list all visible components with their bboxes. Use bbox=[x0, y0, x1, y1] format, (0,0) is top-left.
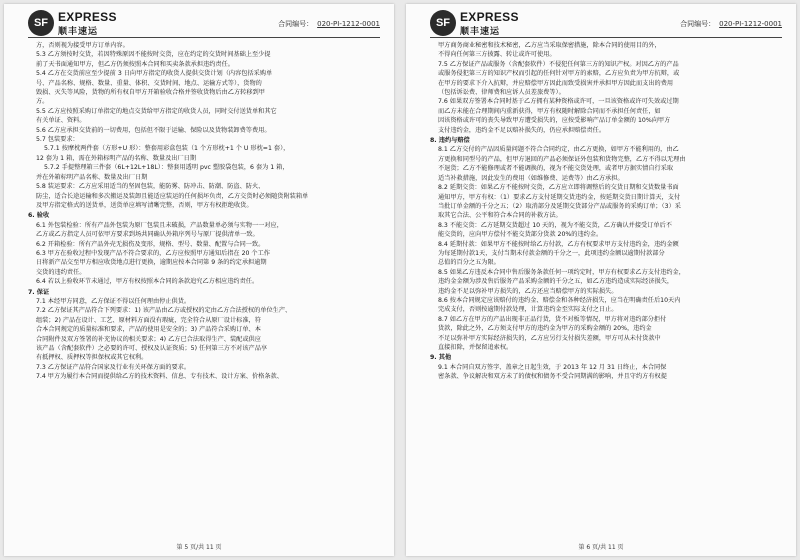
contract-value: 020-PI-1212-0001 bbox=[719, 20, 782, 28]
text-line: 7. 保证 bbox=[28, 288, 50, 296]
text-line: 7.6 如果双方签署本合同时基于乙方拥有某种资格或许可，一旦该资格或许可失效或过期 bbox=[438, 98, 679, 106]
logo-chinese: 顺丰速运 bbox=[460, 27, 501, 37]
logo-english: EXPRESS bbox=[460, 10, 519, 24]
text-line: 7.2 乙方保证其产品符合下列要求：1) 该产品由乙方或授权的定由乙方合法授权的单位生产、 bbox=[36, 307, 292, 315]
text-line: 交货的违约责任。 bbox=[36, 268, 86, 276]
header-rule bbox=[28, 37, 380, 38]
text-line: 8.1 乙方交付的产品因质量问题不符合合同约定，由乙方更换，如甲方不能利用的，由乙 bbox=[438, 146, 679, 154]
contract-label: 合同编号： bbox=[680, 20, 716, 28]
text-line: 5.4 乙方在交货前应至少提前 3 日向甲方指定的收货人提供交货计划（内容包括采购单 bbox=[36, 70, 273, 78]
text-line: 5.6 乙方应承担交货前的一切费用，包括但不限于运输、保险以及货物装卸费等费用。 bbox=[36, 126, 271, 134]
page-footer: 第 6 页/共 11 页 bbox=[578, 544, 624, 551]
text-line: 组装；2) 产品在设计、工艺、原材料方面没有瑕疵，完全符合从原厂设计标准，符 bbox=[36, 316, 261, 324]
contract-value: 020-PI-1212-0001 bbox=[317, 20, 380, 28]
text-line: 12 套为 1 箱，需在外箱标明产品的名称、数量及出厂日期 bbox=[36, 154, 197, 162]
text-line: 甲方商务商业秘密和技术秘密，乙方应当采取保密措施，除本合同的使用目的外， bbox=[438, 42, 661, 49]
text-line: 有抵押权、质押权等担保权或其它权利。 bbox=[36, 354, 148, 362]
text-line: 直接扣除，并保留追索权。 bbox=[438, 344, 513, 351]
text-line: 8. 违约与赔偿 bbox=[430, 137, 470, 145]
page-footer: 第 5 页/共 11 页 bbox=[176, 544, 222, 551]
text-line: 8.3 不能交货：乙方延期交货超过 10 天的，视为不能交货，乙方确认并接受订单后不 bbox=[438, 221, 672, 229]
text-line: 6. 验收 bbox=[28, 212, 50, 220]
text-line: 方。 bbox=[36, 98, 49, 106]
text-line: （包括诉讼费、律师费和应诉人员差旅费等）。 bbox=[438, 89, 565, 97]
text-line: 取其它合法、公平和符合本合同的补救方法。 bbox=[438, 212, 562, 220]
text-line: 8.7 如乙方在甲方的产品出现非正品行货，货不对板等情况，甲方将对违约部分拒付 bbox=[438, 315, 667, 323]
text-line: 总值的百分之五为限。 bbox=[438, 259, 500, 267]
text-line: 当批订单金额的千分之五；（2）取消部分及延期交货部分产品或服务的采购订单；（3）采 bbox=[438, 202, 681, 210]
contract-number bbox=[680, 19, 782, 29]
text-line: 9.1 本合同自双方签字、盖章之日起生效，于 2013 年 12 月 31 日终止，本合同保 bbox=[438, 363, 667, 371]
text-line: 因该资格或许可的丧失导致甲方遭受损失的，应按受影响产品订单金额的 10%向甲方 bbox=[438, 117, 671, 125]
text-line: 该产品（含配套软件）之必要的许可、授权及认证资质；5) 任何第三方不对该产品享 bbox=[36, 345, 268, 352]
text-line: 5.7.1 按摩枕两件套（方形+U 形）：整套用彩盒包装（1 个方形枕+1 个 U 形枕=1 套）， bbox=[44, 145, 290, 153]
text-line: 密条款、争议解决和双方未了的债权和债务不受合同期满的影响，并且守约方有权提 bbox=[438, 373, 667, 381]
text-line: 完成支付，否则按逾期付款处理，计算违约金至实际支付之日止。 bbox=[438, 306, 618, 314]
text-line: 5.7 包装要求： bbox=[36, 136, 79, 144]
text-line: 能交货的，应向甲方偿付不能交货部分货款 20%的违约金。 bbox=[438, 231, 603, 239]
text-line: 支付违约金，违约金不足以赔补损失的，仍应承担赔偿责任。 bbox=[438, 126, 606, 134]
text-line: 7.4 甲方为履行本合同而提供给乙方的技术资料、信息、专有技术、设计方案、价格条款、 bbox=[36, 373, 283, 381]
text-line: 方，否则视为接受甲方订单内容。 bbox=[36, 42, 129, 49]
text-line: 7.3 乙方保证产品符合国家及行业有关环保方面的要求。 bbox=[36, 363, 191, 371]
text-line: 8.5 如果乙方违反本合同中售后服务条款任何一项约定时，甲方有权要求乙方支付违约金， bbox=[438, 268, 685, 276]
text-line: 5.8 装运要求：乙方应采用适当的坚固包装，能防雾、防冲击、防潮、防盗、防火、 bbox=[36, 183, 265, 191]
page-body bbox=[28, 42, 380, 538]
sf-logo-icon: SF bbox=[430, 10, 456, 36]
text-line: 货款，除此之外，乙方须支付甲方的违约金为甲方的采购金额的 20%，违约金 bbox=[438, 325, 652, 333]
page-header bbox=[430, 10, 782, 36]
text-line: 6.2 开箱检验：所有产品外壳无损伤及变形，规格、型号、数量、配置与合同一致。 bbox=[36, 240, 265, 248]
logo-english: EXPRESS bbox=[58, 10, 117, 24]
text-line: 在甲方的要求下介入抗辩，并应赔偿甲方因此而致受损害并承担甲方因此而支出的费用 bbox=[438, 79, 674, 87]
text-line: 合本合同规定的质量标准和要求，产品的使用是安全的；3) 产品符合采购订单、本 bbox=[36, 326, 261, 334]
text-line: 合同附件及双方签署的补充协议的相关要求；4) 乙方已合法取得生产、装配或供应 bbox=[36, 335, 261, 343]
text-line: 而乙方未能在合理期间内重新获得，甲方有权随时解除合同而不承担任何责任，如 bbox=[438, 107, 661, 115]
text-line: 5.5 乙方应按照采购订单指定的地点交货给甲方指定的收货人员，同时交付送货单和其它 bbox=[36, 107, 277, 115]
text-line: 不足以弥补甲方实际经济损失的，乙方应另行支付损失差额，甲方可从未付货款中 bbox=[438, 334, 661, 342]
text-line: 防尘，适合长途运输和多次搬运及装卸且能适应装运的任何损坏负责，乙方交货时必须随货附装箱单 bbox=[36, 192, 309, 200]
text-line: 通知甲方，甲方有权：（1）要求乙方支付延期交货违约金，按延期交货日期计算天，支付 bbox=[438, 193, 681, 201]
text-line: 日将新产品交至甲方相应收货地点进行更换，逾期应按本合同第 9 条的约定承担逾期 bbox=[36, 259, 267, 267]
text-line: 违约金金额为涉及售后服务产品采购金额的千分之五，如乙方违约造成实际经济损失， bbox=[438, 278, 674, 286]
text-line: 9. 其他 bbox=[430, 354, 452, 362]
text-line: 为每延期付款1天，支付当期未付款金额的千分之一，此项违约金额以逾期付款部分 bbox=[438, 249, 665, 257]
header-rule bbox=[430, 37, 782, 38]
page-left bbox=[4, 4, 394, 556]
text-line: 违约金不足以弥补甲方损失的，乙方还应当赔偿甲方的实际损失。 bbox=[438, 287, 618, 295]
text-line: 乙方或乙方指定人员可依甲方要求到场共同确认外箱序列号与原厂提供清单一致。 bbox=[36, 231, 259, 239]
text-line: 不退货；乙方不能修理或者不能调换的，视为不能交货处理，或者甲方据实情自行采取 bbox=[438, 165, 674, 173]
text-line: 毁损、灭失等风险，货物的所有权自甲方开箱验收合格并签收货物后由乙方转移到甲 bbox=[36, 89, 265, 97]
text-line: 6.4 若以上验收环节未通过，甲方有权按照本合同的条款追究乙方相应违约责任。 bbox=[36, 278, 259, 286]
page-header bbox=[28, 10, 380, 36]
text-line: 7.5 乙方保证产品或服务（含配套软件）不侵犯任何第三方的知识产权。对因乙方的产品 bbox=[438, 60, 679, 68]
text-line: 号、产品名称、规格、数量、重量、体积、交货时间、地点、运输方式等），货物的 bbox=[36, 79, 262, 87]
text-line: 不得向任何第三方披露、转让或许可使用。 bbox=[438, 51, 556, 59]
text-line: 8.6 按本合同规定应该赔付的违约金、赔偿金和各种经济损失，应当在明确责任后10天内 bbox=[438, 296, 681, 304]
text-line: 或服务侵犯第三方的知识产权而引起的任何针对甲方的索赔，乙方应负责为甲方抗辩，或 bbox=[438, 70, 680, 78]
page-body bbox=[430, 42, 782, 538]
text-line: 6.3 甲方在验收过程中发现产品不符合要求的，乙方应按照甲方通知后指在 20 个工作 bbox=[36, 249, 270, 257]
text-line: 方更换和同型号的产品，但甲方退回的产品必须保证外包装和货物完整，乙方不得以无理由 bbox=[438, 155, 686, 163]
text-line: 8.4 延期付款：如果甲方不能按时给乙方付款，乙方有权要求甲方支付违约金，违约金额 bbox=[438, 240, 679, 248]
text-line: 8.2 延期交货：如果乙方不能按时交货，乙方应立即将调整后的交货日期和交货数量书面 bbox=[438, 184, 679, 192]
contract-number bbox=[278, 19, 380, 29]
text-line: 6.1 外包装检验：所有产品外包装为原厂包装且未破损，产品数量单必须与实物一一对应， bbox=[36, 221, 283, 229]
text-line: 并在外箱标明产品名称、数量及出厂日期 bbox=[36, 173, 148, 181]
sf-logo-icon: SF bbox=[28, 10, 54, 36]
text-line: 5.3 乙方须按时交货，若因特殊原因不能按时交货，应在约定的交货时间基础上至少提 bbox=[36, 51, 271, 59]
text-line: 前了天书面通知甲方，但乙方仍须按照本合同和买卖条款承担违约责任。 bbox=[36, 60, 234, 68]
logo-chinese: 顺丰速运 bbox=[58, 27, 99, 37]
text-line: 有关单证、资料。 bbox=[36, 117, 86, 125]
text-line: 7.1 本经甲方同意，乙方保证不得以任何理由停止供货。 bbox=[36, 297, 191, 305]
text-line: 适当补救措施，因此发生的费用（如维修费、运费等）由乙方承担。 bbox=[438, 174, 624, 182]
text-line: 5.7.2 手提整理箱三件套（6L+12L+18L）：整套用透明 pvc 塑胶袋包装，6 套为 1 箱， bbox=[44, 164, 289, 172]
page-right bbox=[406, 4, 796, 556]
text-line: 及甲方指定格式的送货单，送货单应填写清晰完整，否则，甲方有权拒绝收货。 bbox=[36, 201, 253, 209]
contract-label: 合同编号： bbox=[278, 20, 314, 28]
